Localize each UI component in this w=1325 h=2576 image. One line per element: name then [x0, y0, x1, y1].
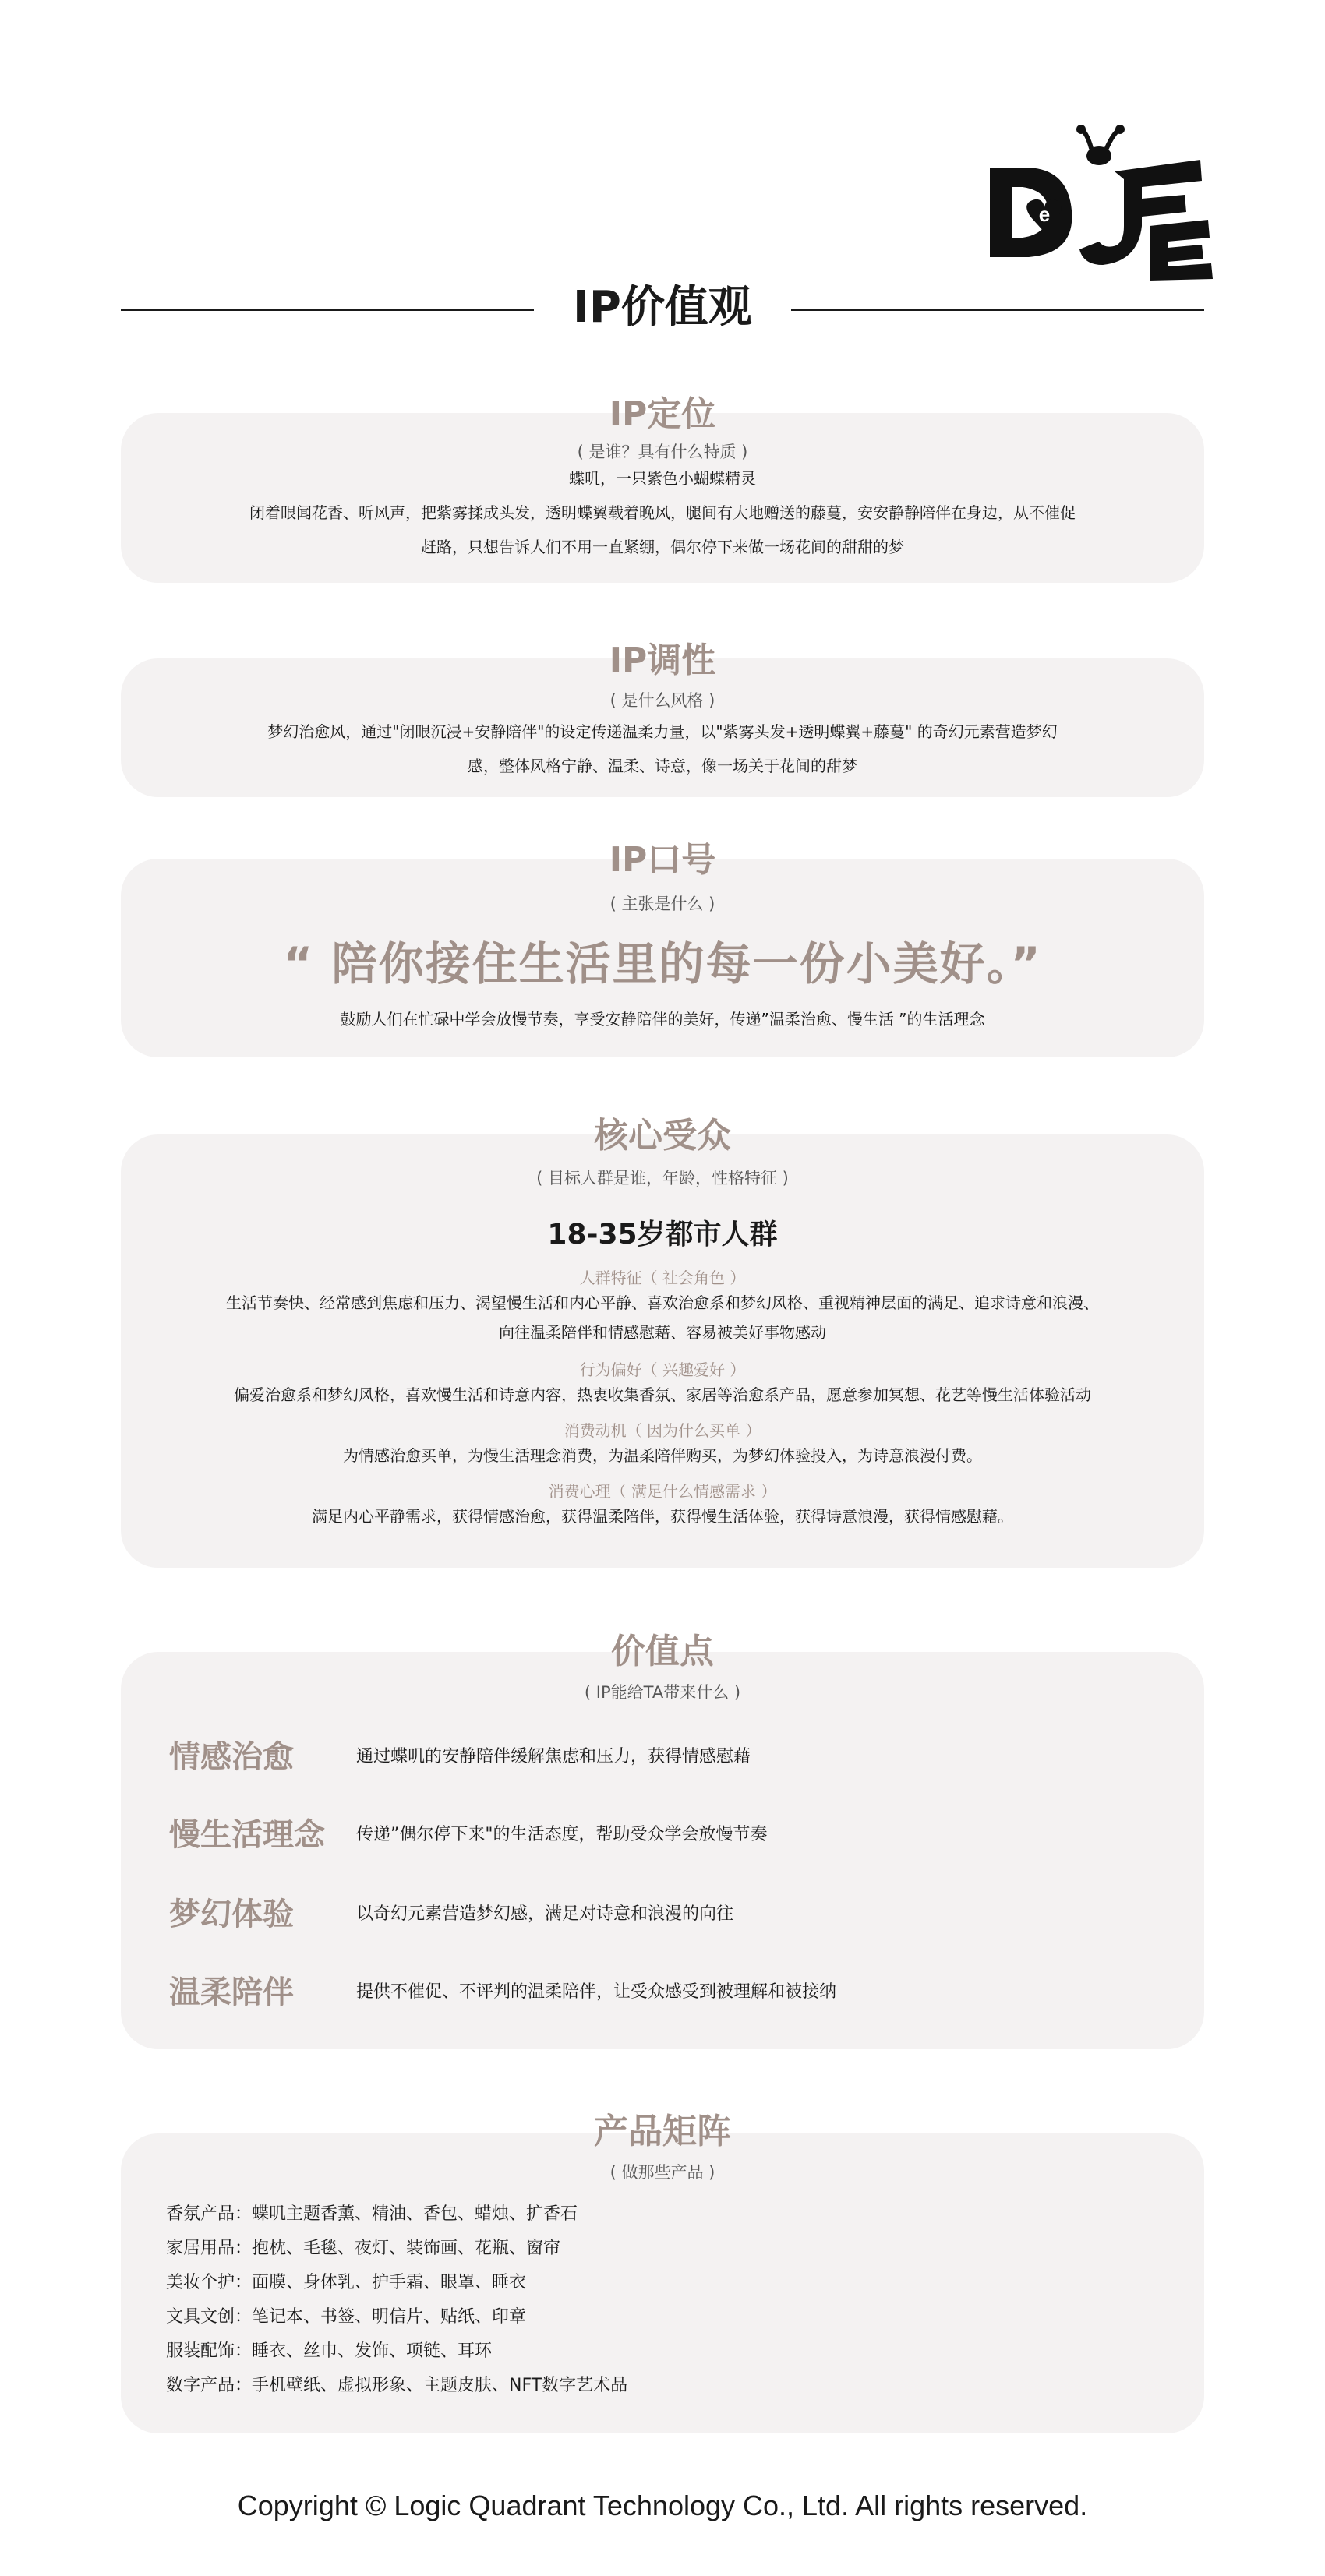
audience-label-4: 消费心理（ 满足什么情感需求 ） [548, 1482, 777, 1501]
value-desc-2: 传递”偶尔停下来"的生活态度，帮助受众学会放慢节奏 [356, 1825, 768, 1844]
audience-card [121, 1134, 1204, 1568]
tone-line-2: 感，整体风格宁静、温柔、诗意，像一场关于花间的甜梦 [468, 757, 857, 775]
positioning-line-1: 蝶叽，一只紫色小蝴蝶精灵 [569, 469, 756, 488]
product-line-3: 美妆个护：面膜、身体乳、护手霜、眼罩、睡衣 [166, 2273, 527, 2292]
slogan-desc: 鼓励人们在忙碌中学会放慢节奏，享受安静陪伴的美好，传递”温柔治愈、慢生活 ”的生活理念 [340, 1010, 985, 1029]
audience-title: 核心受众 [594, 1116, 731, 1156]
product-line-6: 数字产品：手机壁纸、虚拟形象、主题皮肤、NFT数字艺术品 [166, 2376, 628, 2395]
audience-headline: 18-35岁都市人群 [547, 1219, 778, 1251]
positioning-line-3: 赶路，只想告诉人们不用一直紧绷，偶尔停下来做一场花间的甜甜的梦 [421, 538, 904, 556]
positioning-card [121, 413, 1204, 583]
copyright-text: Copyright © Logic Quadrant Technology Co., Ltd. All rights reserved. [237, 2490, 1088, 2521]
values-card [121, 1652, 1204, 2049]
tone-subtitle: ( 是什么风格 ) [610, 691, 716, 710]
product-line-1: 香氛产品：蝶叽主题香薰、精油、香包、蜡烛、扩香石 [166, 2204, 578, 2224]
products-card [121, 2133, 1204, 2433]
products-subtitle: ( 做那些产品 ) [610, 2163, 716, 2182]
page-header [121, 281, 1204, 335]
products-title: 产品矩阵 [594, 2112, 731, 2151]
product-line-4: 文具文创：笔记本、书签、明信片、贴纸、印章 [166, 2307, 527, 2327]
value-name-4: 温柔陪伴 [169, 1974, 294, 2010]
value-name-1: 情感治愈 [169, 1739, 294, 1775]
values-title: 价值点 [611, 1632, 714, 1671]
audience-label-2: 行为偏好（ 兴趣爱好 ） [579, 1360, 746, 1379]
value-desc-1: 通过蝶叽的安静陪伴缓解焦虑和压力，获得情感慰藉 [356, 1747, 751, 1766]
positioning-subtitle: ( 是谁？具有什么特质 ) [577, 443, 748, 461]
slogan-subtitle: ( 主张是什么 ) [610, 895, 716, 913]
value-name-2: 慢生活理念 [169, 1817, 325, 1853]
audience-text-2: 偏爱治愈系和梦幻风格，喜欢慢生活和诗意内容，热衷收集香氛、家居等治愈系产品，愿意参加冥想、花艺等慢生活体验活动 [234, 1385, 1091, 1404]
tone-line-1: 梦幻治愈风，通过"闭眼沉浸+安静陪伴"的设定传递温柔力量，以"紫雾头发+透明蝶翼+藤蔓" 的奇幻元素营造梦幻 [267, 722, 1058, 741]
audience-text-1a: 生活节奏快、经常感到焦虑和压力、渴望慢生活和内心平静、喜欢治愈系和梦幻风格、重视精神层面的满足、追求诗意和浪漫、 [226, 1293, 1099, 1312]
positioning-line-2: 闭着眼闻花香、听风声，把紫雾揉成头发，透明蝶翼载着晚风，腿间有大地赠送的藤蔓，安安静静陪伴在身边，从不催促 [249, 503, 1076, 522]
positioning-title: IP定位 [609, 394, 716, 434]
audience-label-3: 消费动机（ 因为什么买单 ） [564, 1421, 761, 1440]
page-title: IP价值观 [573, 282, 752, 333]
value-desc-4: 提供不催促、不评判的温柔陪伴，让受众感受到被理解和被接纳 [356, 1982, 837, 2002]
value-name-3: 梦幻体验 [169, 1897, 294, 1932]
audience-text-4: 满足内心平静需求，获得情感治愈，获得温柔陪伴，获得慢生活体验，获得诗意浪漫，获得情感慰藉。 [312, 1507, 1013, 1526]
slogan-title: IP口号 [609, 840, 716, 880]
product-line-5: 服装配饰：睡衣、丝巾、发饰、项链、耳环 [166, 2341, 493, 2361]
audience-label-1: 人群特征（ 社会角色 ） [579, 1269, 746, 1287]
values-subtitle: ( IP能给TA带来什么 ) [584, 1683, 741, 1702]
value-desc-3: 以奇幻元素营造梦幻感，满足对诗意和浪漫的向往 [356, 1904, 734, 1924]
header-divider-right [791, 309, 1204, 311]
audience-text-3: 为情感治愈买单，为慢生活理念消费，为温柔陪伴购买，为梦幻体验投入，为诗意浪漫付费。 [343, 1446, 982, 1465]
svg-text:e: e [1038, 203, 1051, 226]
slogan-text: “ 陪你接住生活里的每一份小美好。” [283, 937, 1042, 990]
audience-text-1b: 向往温柔陪伴和情感慰藉、容易被美好事物感动 [499, 1323, 826, 1342]
brand-logo [974, 125, 1216, 281]
audience-subtitle: ( 目标人群是谁，年龄，性格特征 ) [536, 1169, 789, 1187]
tone-title: IP调性 [609, 640, 716, 680]
product-line-2: 家居用品：抱枕、毛毯、夜灯、装饰画、花瓶、窗帘 [166, 2239, 561, 2258]
slogan-card [121, 859, 1204, 1057]
